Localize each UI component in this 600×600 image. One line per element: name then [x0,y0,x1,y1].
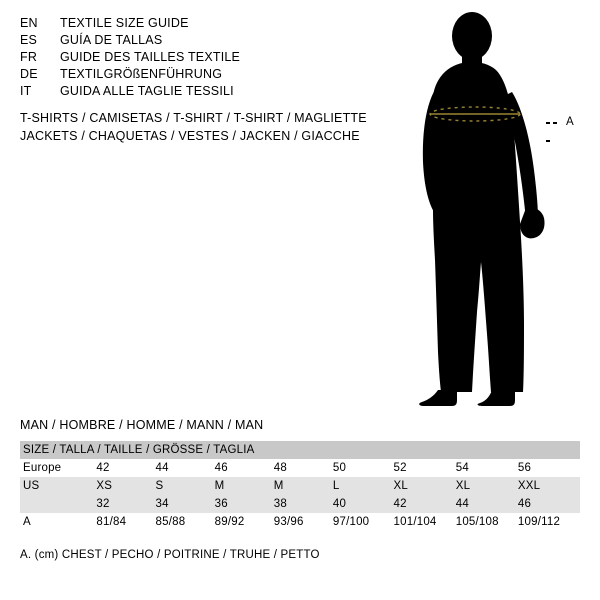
table-row [20,513,580,531]
category-jackets: JACKETS / CHAQUETAS / VESTES / JACKEN / GIACCHE [20,129,360,143]
row-label [20,495,96,513]
cell: 42 [96,459,155,477]
male-silhouette-figure [400,12,600,407]
language-row [20,50,350,67]
cell: 56 [518,459,580,477]
cell: 38 [274,495,333,513]
cell: 32 [96,495,155,513]
cell: 97/100 [333,513,394,531]
row-label: Europe [20,459,96,477]
cell: 44 [456,495,518,513]
cell: 85/88 [156,513,215,531]
cell: S [156,477,215,495]
row-label: A [20,513,96,531]
cell: 93/96 [274,513,333,531]
language-row [20,67,350,84]
table-row [20,495,580,513]
language-text: GUÍA DE TALLAS [60,33,163,47]
language-text: TEXTILE SIZE GUIDE [60,16,189,30]
cell: XL [456,477,518,495]
cell: XL [394,477,456,495]
cell: 105/108 [456,513,518,531]
table-row [20,477,580,495]
cell: 89/92 [215,513,274,531]
language-code: IT [20,84,32,98]
cell: 44 [156,459,215,477]
cell: 42 [394,495,456,513]
language-row [20,33,350,50]
cell: 50 [333,459,394,477]
language-row [20,16,350,33]
cell: 40 [333,495,394,513]
table-title: MAN / HOMBRE / HOMME / MANN / MAN [20,418,264,432]
category-list [20,111,380,147]
cell: XS [96,477,155,495]
language-list [20,16,350,101]
size-table [20,441,580,531]
footnote: A. (cm) CHEST / PECHO / POITRINE / TRUHE / PETTO [20,549,320,561]
callout-label-a: A [566,116,574,128]
language-text: GUIDE DES TAILLES TEXTILE [60,50,241,64]
cell: M [215,477,274,495]
cell: 109/112 [518,513,580,531]
cell: 34 [156,495,215,513]
callout-dashes-icon [546,122,564,124]
cell: 48 [274,459,333,477]
table-header-row [20,441,580,459]
language-code: ES [20,33,38,47]
cell: 46 [518,495,580,513]
row-label: US [20,477,96,495]
silhouette-icon [400,12,600,407]
cell: L [333,477,394,495]
language-code: FR [20,50,38,64]
cell: 46 [215,459,274,477]
cell: XXL [518,477,580,495]
table-row [20,459,580,477]
cell: 81/84 [96,513,155,531]
language-code: EN [20,16,38,30]
cell: 36 [215,495,274,513]
language-text: GUIDA ALLE TAGLIE TESSILI [60,84,234,98]
language-row [20,84,350,101]
table-header-label: SIZE / TALLA / TAILLE / GRÖSSE / TAGLIA [20,441,580,459]
cell: 54 [456,459,518,477]
language-code: DE [20,67,38,81]
category-tshirts: T-SHIRTS / CAMISETAS / T-SHIRT / T-SHIRT / MAGLIETTE [20,111,367,125]
cell: 52 [394,459,456,477]
language-text: TEXTILGRÖßENFÜHRUNG [60,67,223,81]
cell: M [274,477,333,495]
cell: 101/104 [394,513,456,531]
